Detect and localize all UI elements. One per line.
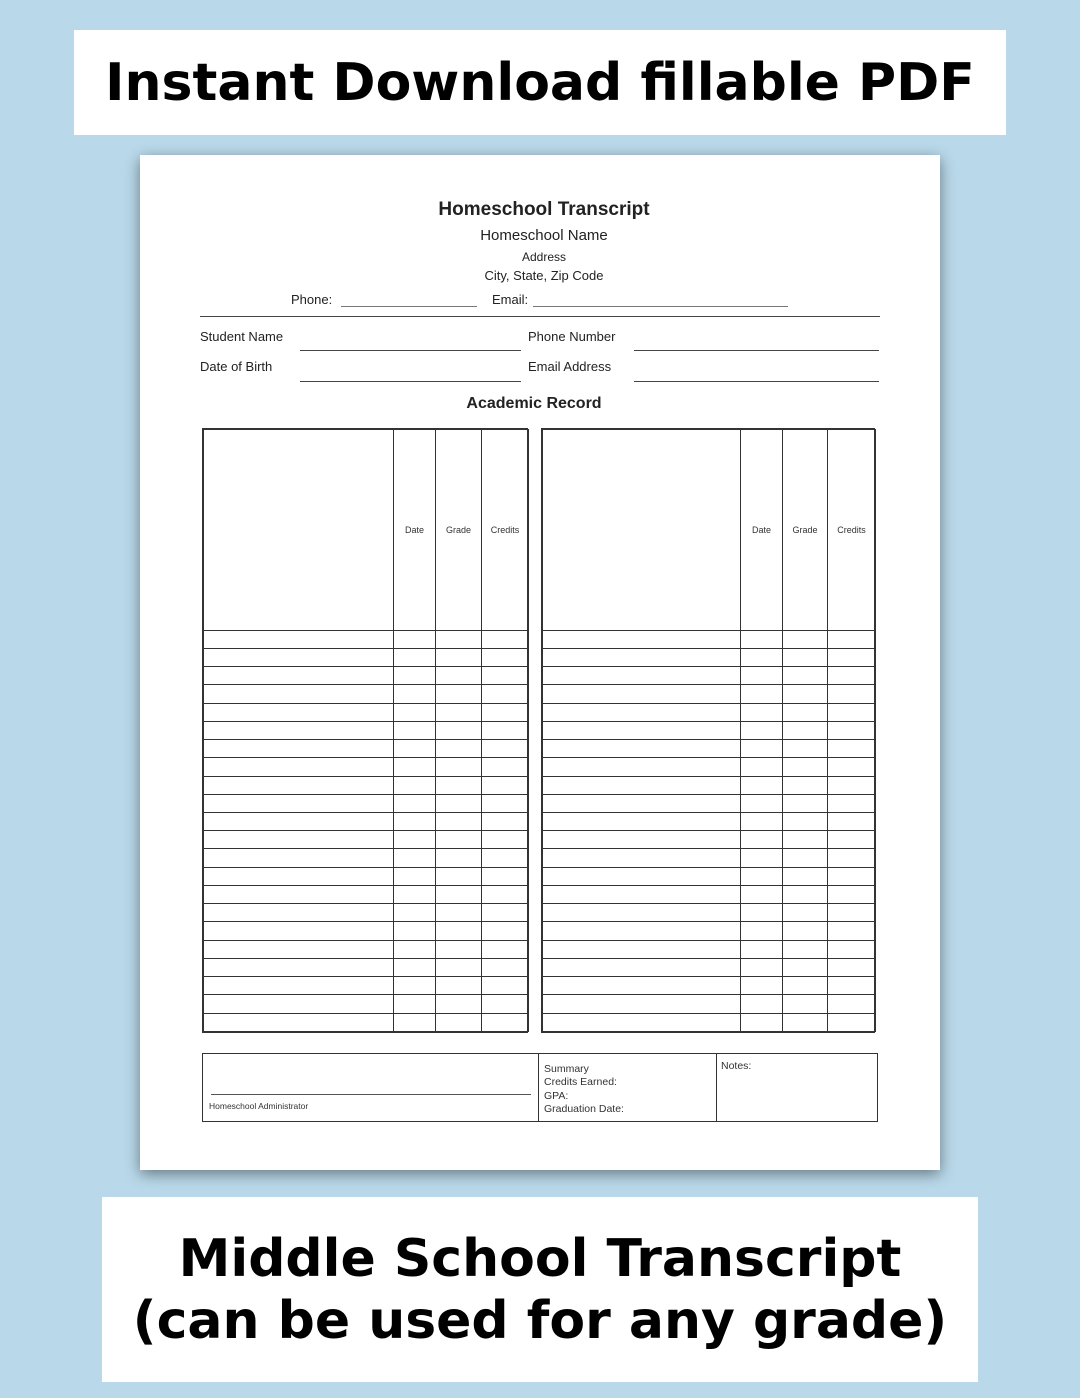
table-cell[interactable]	[783, 904, 828, 922]
table-cell[interactable]	[482, 648, 529, 666]
table-cell[interactable]	[828, 740, 876, 758]
table-row	[204, 813, 529, 831]
table-cell[interactable]	[543, 740, 741, 758]
table-cell[interactable]	[204, 922, 394, 940]
table-cell[interactable]	[783, 740, 828, 758]
table-cell[interactable]	[783, 758, 828, 776]
table-cell[interactable]	[828, 630, 876, 648]
table-cell[interactable]	[482, 813, 529, 831]
table-cell[interactable]	[783, 703, 828, 721]
city-state-zip: City, State, Zip Code	[484, 268, 604, 283]
table-cell[interactable]	[741, 940, 783, 958]
academic-record-title: Academic Record	[466, 395, 602, 412]
table-row	[543, 831, 876, 849]
dob-field[interactable]	[300, 381, 521, 382]
table-cell[interactable]	[543, 776, 741, 794]
column-header: Credits	[828, 430, 876, 631]
table-cell[interactable]	[741, 794, 783, 812]
table-cell[interactable]	[436, 922, 482, 940]
table-cell[interactable]	[828, 813, 876, 831]
email-label: Email:	[492, 292, 529, 307]
table-cell[interactable]	[783, 958, 828, 976]
table-cell[interactable]	[783, 867, 828, 885]
table-row	[204, 758, 529, 776]
administrator-label: Homeschool Administrator	[209, 1101, 309, 1111]
table-cell[interactable]	[828, 667, 876, 685]
table-row	[543, 977, 876, 995]
column-header	[204, 430, 394, 631]
phone-number-label: Phone Number	[528, 329, 616, 344]
notes-section[interactable]	[716, 1054, 877, 1121]
table-row	[204, 630, 529, 648]
table-cell[interactable]	[783, 1013, 828, 1031]
table-cell[interactable]	[394, 977, 436, 995]
table-row	[543, 1013, 876, 1031]
table-row	[204, 648, 529, 666]
table-cell[interactable]	[741, 885, 783, 903]
table-row	[204, 867, 529, 885]
table-row	[204, 849, 529, 867]
table-cell[interactable]	[828, 794, 876, 812]
table-cell[interactable]	[436, 758, 482, 776]
table-cell[interactable]	[783, 885, 828, 903]
table-cell[interactable]	[741, 703, 783, 721]
table-cell[interactable]	[783, 831, 828, 849]
table-row	[543, 885, 876, 903]
table-cell[interactable]	[204, 685, 394, 703]
table-cell[interactable]	[436, 648, 482, 666]
table-cell[interactable]	[204, 721, 394, 739]
table-row	[204, 885, 529, 903]
top-banner-text: Instant Download fillable PDF	[105, 52, 975, 113]
table-cell[interactable]	[543, 958, 741, 976]
gpa-label: GPA:	[544, 1090, 569, 1102]
table-cell[interactable]	[482, 703, 529, 721]
table-cell[interactable]	[204, 648, 394, 666]
table-cell[interactable]	[741, 977, 783, 995]
table-row	[543, 648, 876, 666]
table-cell[interactable]	[741, 1013, 783, 1031]
table-cell[interactable]	[394, 922, 436, 940]
table-cell[interactable]	[482, 958, 529, 976]
table-cell[interactable]	[783, 940, 828, 958]
table-cell[interactable]	[394, 648, 436, 666]
table-row	[543, 721, 876, 739]
table-cell[interactable]	[828, 867, 876, 885]
administrator-signature-line[interactable]	[211, 1094, 531, 1095]
table-cell[interactable]	[204, 794, 394, 812]
table-cell[interactable]	[436, 776, 482, 794]
table-cell[interactable]	[828, 703, 876, 721]
table-row	[543, 995, 876, 1013]
table-cell[interactable]	[436, 721, 482, 739]
table-cell[interactable]	[436, 977, 482, 995]
table-row	[543, 849, 876, 867]
academic-table-left	[202, 428, 528, 1033]
table-cell[interactable]	[543, 885, 741, 903]
table-row	[204, 721, 529, 739]
table-row	[204, 740, 529, 758]
table-cell[interactable]	[394, 831, 436, 849]
table-cell[interactable]	[204, 977, 394, 995]
table-cell[interactable]	[741, 958, 783, 976]
bottom-banner-line1: Middle School Transcript	[178, 1228, 902, 1289]
table-cell[interactable]	[394, 794, 436, 812]
table-cell[interactable]	[741, 813, 783, 831]
table-cell[interactable]	[828, 721, 876, 739]
table-cell[interactable]	[783, 721, 828, 739]
table-cell[interactable]	[783, 995, 828, 1013]
notes-label: Notes:	[721, 1060, 752, 1072]
table-cell[interactable]	[482, 831, 529, 849]
address: Address	[521, 250, 567, 264]
table-row	[543, 685, 876, 703]
table-cell[interactable]	[394, 867, 436, 885]
table-row	[543, 922, 876, 940]
table-cell[interactable]	[204, 995, 394, 1013]
table-cell[interactable]	[204, 958, 394, 976]
table-row	[543, 776, 876, 794]
table-row	[204, 794, 529, 812]
table-cell[interactable]	[394, 703, 436, 721]
table-row	[204, 703, 529, 721]
column-header: Grade	[436, 430, 482, 631]
table-cell[interactable]	[436, 740, 482, 758]
table-row	[543, 667, 876, 685]
table-cell[interactable]	[783, 648, 828, 666]
table-cell[interactable]	[436, 904, 482, 922]
table-cell[interactable]	[828, 1013, 876, 1031]
table-cell[interactable]	[741, 648, 783, 666]
table-cell[interactable]	[394, 630, 436, 648]
table-row	[543, 867, 876, 885]
table-cell[interactable]	[543, 794, 741, 812]
table-cell[interactable]	[394, 685, 436, 703]
email-field[interactable]	[533, 306, 788, 307]
table-row	[543, 758, 876, 776]
table-cell[interactable]	[543, 849, 741, 867]
student-name-label: Student Name	[200, 329, 284, 344]
table-cell[interactable]	[741, 849, 783, 867]
table-row	[204, 1013, 529, 1031]
table-cell[interactable]	[828, 940, 876, 958]
student-name-field[interactable]	[300, 350, 521, 351]
table-cell[interactable]	[436, 958, 482, 976]
table-cell[interactable]	[204, 630, 394, 648]
summary-section	[538, 1054, 717, 1121]
table-cell[interactable]	[783, 685, 828, 703]
phone-number-field[interactable]	[634, 350, 879, 351]
table-cell[interactable]	[741, 685, 783, 703]
table-cell[interactable]	[828, 977, 876, 995]
table-cell[interactable]	[394, 885, 436, 903]
table-row	[204, 995, 529, 1013]
table-row	[543, 813, 876, 831]
table-cell[interactable]	[436, 667, 482, 685]
table-cell[interactable]	[783, 813, 828, 831]
table-cell[interactable]	[394, 940, 436, 958]
bottom-banner-line2: (can be used for any grade)	[132, 1290, 948, 1351]
table-cell[interactable]	[741, 867, 783, 885]
credits-earned-label: Credits Earned:	[544, 1076, 617, 1088]
table-cell[interactable]	[436, 1013, 482, 1031]
table-cell[interactable]	[543, 630, 741, 648]
table-row	[543, 703, 876, 721]
table-cell[interactable]	[204, 813, 394, 831]
table-cell[interactable]	[204, 867, 394, 885]
table-row	[204, 667, 529, 685]
table-cell[interactable]	[543, 648, 741, 666]
table-cell[interactable]	[436, 630, 482, 648]
table-row	[204, 958, 529, 976]
table-cell[interactable]	[482, 885, 529, 903]
table-cell[interactable]	[436, 867, 482, 885]
table-cell[interactable]	[828, 922, 876, 940]
table-cell[interactable]	[741, 667, 783, 685]
table-cell[interactable]	[482, 904, 529, 922]
table-cell[interactable]	[436, 940, 482, 958]
table-cell[interactable]	[204, 849, 394, 867]
table-cell[interactable]	[543, 940, 741, 958]
table-cell[interactable]	[828, 831, 876, 849]
table-cell[interactable]	[204, 831, 394, 849]
table-cell[interactable]	[543, 721, 741, 739]
table-cell[interactable]	[543, 904, 741, 922]
table-cell[interactable]	[543, 813, 741, 831]
table-cell[interactable]	[783, 667, 828, 685]
column-header	[543, 430, 741, 631]
table-cell[interactable]	[783, 977, 828, 995]
dob-label: Date of Birth	[200, 359, 273, 374]
email-address-label: Email Address	[528, 359, 612, 374]
table-cell[interactable]	[482, 922, 529, 940]
table-cell[interactable]	[828, 776, 876, 794]
table-row	[204, 977, 529, 995]
table-cell[interactable]	[436, 995, 482, 1013]
table-cell[interactable]	[394, 667, 436, 685]
table-cell[interactable]	[204, 940, 394, 958]
table-cell[interactable]	[828, 958, 876, 976]
table-cell[interactable]	[436, 794, 482, 812]
table-cell[interactable]	[783, 794, 828, 812]
table-cell[interactable]	[482, 940, 529, 958]
table-cell[interactable]	[543, 922, 741, 940]
table-cell[interactable]	[204, 776, 394, 794]
academic-table-right	[541, 428, 875, 1033]
table-cell[interactable]	[741, 776, 783, 794]
table-cell[interactable]	[741, 740, 783, 758]
table-cell[interactable]	[436, 813, 482, 831]
table-cell[interactable]	[394, 740, 436, 758]
table-cell[interactable]	[482, 630, 529, 648]
table-cell[interactable]	[204, 758, 394, 776]
table-cell[interactable]	[204, 1013, 394, 1031]
table-cell[interactable]	[436, 685, 482, 703]
phone-label: Phone:	[291, 292, 333, 307]
table-cell[interactable]	[482, 721, 529, 739]
table-cell[interactable]	[741, 630, 783, 648]
table-cell[interactable]	[783, 776, 828, 794]
table-cell[interactable]	[436, 703, 482, 721]
table-cell[interactable]	[783, 849, 828, 867]
table-cell[interactable]	[482, 995, 529, 1013]
table-row	[204, 685, 529, 703]
table-cell[interactable]	[482, 776, 529, 794]
footer-box	[202, 1053, 878, 1122]
table-cell[interactable]	[204, 885, 394, 903]
table-cell[interactable]	[543, 685, 741, 703]
table-cell[interactable]	[482, 977, 529, 995]
table-cell[interactable]	[783, 922, 828, 940]
table-cell[interactable]	[394, 758, 436, 776]
table-cell[interactable]	[436, 831, 482, 849]
table-cell[interactable]	[394, 995, 436, 1013]
table-row	[543, 940, 876, 958]
table-cell[interactable]	[543, 667, 741, 685]
table-cell[interactable]	[482, 685, 529, 703]
column-header: Grade	[783, 430, 828, 631]
table-row	[543, 794, 876, 812]
column-header: Date	[394, 430, 436, 631]
table-cell[interactable]	[741, 904, 783, 922]
table-row	[204, 940, 529, 958]
table-cell[interactable]	[741, 758, 783, 776]
table-cell[interactable]	[394, 849, 436, 867]
table-cell[interactable]	[204, 667, 394, 685]
table-cell[interactable]	[543, 831, 741, 849]
table-row	[204, 776, 529, 794]
table-cell[interactable]	[394, 958, 436, 976]
table-cell[interactable]	[204, 703, 394, 721]
table-cell[interactable]	[828, 995, 876, 1013]
table-cell[interactable]	[394, 721, 436, 739]
table-cell[interactable]	[436, 849, 482, 867]
table-cell[interactable]	[828, 648, 876, 666]
table-cell[interactable]	[482, 1013, 529, 1031]
phone-field[interactable]	[341, 306, 477, 307]
summary-label: Summary	[544, 1063, 589, 1075]
school-name: Homeschool Name	[480, 227, 608, 244]
table-row	[204, 904, 529, 922]
table-header-row	[204, 430, 529, 631]
table-cell[interactable]	[741, 721, 783, 739]
table-row	[204, 831, 529, 849]
table-cell[interactable]	[482, 867, 529, 885]
table-cell[interactable]	[828, 849, 876, 867]
table-cell[interactable]	[741, 831, 783, 849]
table-row	[543, 740, 876, 758]
table-row	[543, 630, 876, 648]
table-cell[interactable]	[204, 740, 394, 758]
transcript-page	[140, 155, 940, 1170]
graduation-date-label: Graduation Date:	[544, 1103, 624, 1115]
table-row	[204, 922, 529, 940]
table-cell[interactable]	[828, 904, 876, 922]
bottom-banner	[102, 1197, 978, 1382]
table-cell[interactable]	[741, 995, 783, 1013]
email-address-field[interactable]	[634, 381, 879, 382]
table-cell[interactable]	[828, 685, 876, 703]
table-cell[interactable]	[543, 1013, 741, 1031]
table-cell[interactable]	[741, 922, 783, 940]
table-cell[interactable]	[783, 630, 828, 648]
table-cell[interactable]	[543, 995, 741, 1013]
table-cell[interactable]	[204, 904, 394, 922]
table-cell[interactable]	[436, 885, 482, 903]
top-banner	[74, 30, 1006, 135]
table-cell[interactable]	[828, 885, 876, 903]
table-cell[interactable]	[482, 758, 529, 776]
table-cell[interactable]	[543, 977, 741, 995]
table-cell[interactable]	[482, 794, 529, 812]
column-header: Credits	[482, 430, 529, 631]
table-cell[interactable]	[543, 758, 741, 776]
table-cell[interactable]	[482, 740, 529, 758]
table-cell[interactable]	[828, 758, 876, 776]
table-row	[543, 958, 876, 976]
column-header: Date	[741, 430, 783, 631]
table-cell[interactable]	[482, 667, 529, 685]
table-row	[543, 904, 876, 922]
table-cell[interactable]	[543, 867, 741, 885]
table-cell[interactable]	[394, 813, 436, 831]
table-cell[interactable]	[394, 776, 436, 794]
form-title: Homeschool Transcript	[438, 199, 650, 220]
administrator-section	[203, 1054, 539, 1121]
table-cell[interactable]	[394, 1013, 436, 1031]
table-cell[interactable]	[482, 849, 529, 867]
header-divider	[200, 316, 880, 317]
table-cell[interactable]	[543, 703, 741, 721]
table-header-row	[543, 430, 876, 631]
table-cell[interactable]	[394, 904, 436, 922]
